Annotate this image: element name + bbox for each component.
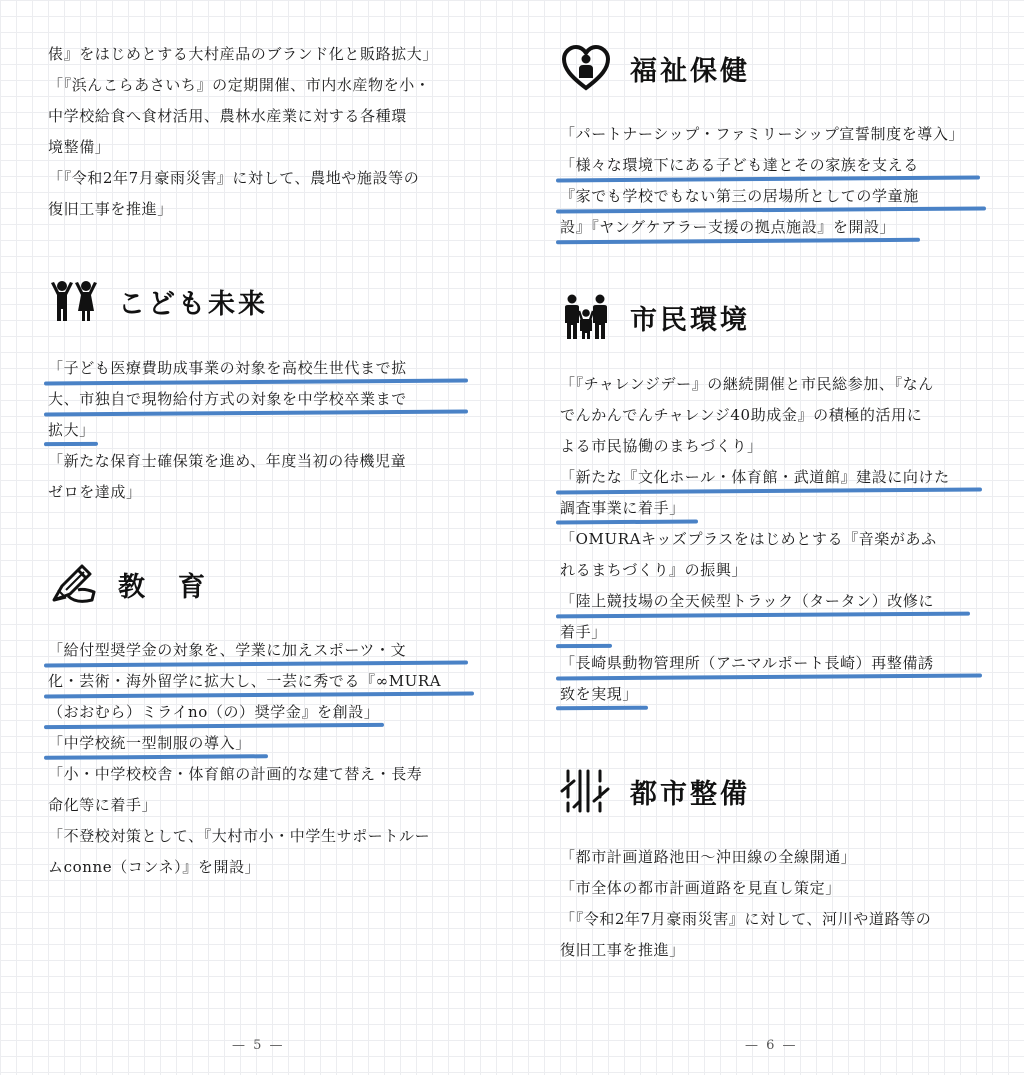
text-line: 命化等に着手」 (48, 796, 158, 814)
text-line: ゼロを達成」 (48, 483, 142, 501)
text-line-highlighted: （おおむら）ミライno（の）奨学金』を創設」 (48, 697, 478, 728)
family-icon (560, 293, 612, 341)
pencil-hand-icon (48, 560, 100, 608)
text-line-highlighted: 致を実現」 (560, 679, 990, 710)
text-line: 復旧工事を推進」 (48, 200, 173, 218)
text-line: 「『令和2年7月豪雨災害』に対して、農地や施設等の (48, 169, 420, 187)
text-line-highlighted: 大、市独自で現物給付方式の対象を中学校卒業まで (48, 384, 478, 415)
children-icon (48, 277, 100, 325)
text-line: 「『令和2年7月豪雨災害』に対して、河川や道路等の (560, 910, 932, 928)
text-line: でんかんでんチャレンジ40助成金』の積極的活用に (560, 406, 923, 424)
shimin-section (560, 369, 990, 710)
text-line-highlighted: 化・芸術・海外留学に拡大し、一芸に秀でる『∞MURA (48, 666, 478, 697)
text-line: 境整備」 (48, 138, 111, 156)
section-title: 市民環境 (630, 304, 750, 336)
text-line-highlighted: 「子ども医療費助成事業の対象を高校生世代まで拡 (48, 353, 478, 384)
text-line-highlighted: 「給付型奨学金の対象を、学業に加えスポーツ・文 (48, 635, 478, 666)
section-title: こども未来 (118, 288, 268, 320)
text-line: 「不登校対策として、『大村市小・中学生サポートルー (48, 827, 431, 845)
text-line-highlighted: 「新たな『文化ホール・体育館・武道館』建設に向けた (560, 462, 990, 493)
text-line: ムconne（コンネ）』を開設」 (48, 858, 261, 876)
text-line: 「小・中学校校舎・体育館の計画的な建て替え・長寿 (48, 765, 423, 783)
text-line: 「『浜んこらあさいち』の定期開催、市内水産物を小・ (48, 76, 431, 94)
heart-person-icon (560, 44, 612, 92)
text-line: 「都市計画道路池田〜沖田線の全線開通」 (560, 848, 857, 866)
section-heading-fukushi (560, 44, 750, 92)
text-line-highlighted: 着手」 (560, 617, 990, 648)
text-line: 復旧工事を推進」 (560, 941, 685, 959)
text-line: 「市全体の都市計画道路を見直し策定」 (560, 879, 841, 897)
page-number-left: — 5 — (232, 1038, 285, 1053)
text-line-highlighted: 「陸上競技場の全天候型トラック（タータン）改修に (560, 586, 990, 617)
text-line: 「OMURAキッズプラスをはじめとする『音楽があふ (560, 530, 937, 548)
fukushi-section (560, 119, 990, 243)
section-title: 都市整備 (630, 778, 750, 810)
text-line-highlighted: 「様々な環境下にある子ども達とその家族を支える (560, 150, 990, 181)
intro-section (48, 39, 478, 225)
text-line-highlighted: 拡大」 (48, 415, 478, 446)
text-line-highlighted: 設』『ヤングケアラー支援の拠点施設』を開設」 (560, 212, 990, 243)
text-line: れるまちづくり』の振興」 (560, 561, 748, 579)
text-line: 「パートナーシップ・ファミリーシップ宣誓制度を導入」 (560, 125, 965, 143)
section-title: 教 育 (118, 571, 208, 603)
section-heading-toshi (560, 767, 750, 815)
roads-icon (560, 767, 612, 815)
section-heading-kyoiku (48, 560, 208, 608)
text-line: 中学校給食へ食材活用、農林水産業に対する各種環 (48, 107, 407, 125)
kodomo-section (48, 353, 478, 508)
text-line-highlighted: 「長崎県動物管理所（アニマルポート長崎）再整備誘 (560, 648, 990, 679)
text-line-highlighted: 『家でも学校でもない第三の居場所としての学童施 (560, 181, 990, 212)
text-line: 「『チャレンジデー』の継続開催と市民総参加、『なん (560, 375, 934, 393)
section-title: 福祉保健 (630, 55, 750, 87)
toshi-section (560, 842, 990, 966)
text-line: 俵』をはじめとする大村産品のブランド化と販路拡大」 (48, 45, 439, 63)
page-number-right: — 6 — (745, 1038, 798, 1053)
section-heading-shimin (560, 293, 750, 341)
text-line: よる市民協働のまちづくり」 (560, 437, 763, 455)
section-heading-kodomo (48, 277, 268, 325)
text-line-highlighted: 調査事業に着手」 (560, 493, 990, 524)
text-line-highlighted: 「中学校統一型制服の導入」 (48, 728, 478, 759)
kyoiku-section (48, 635, 478, 883)
text-line: 「新たな保育士確保策を進め、年度当初の待機児童 (48, 452, 407, 470)
